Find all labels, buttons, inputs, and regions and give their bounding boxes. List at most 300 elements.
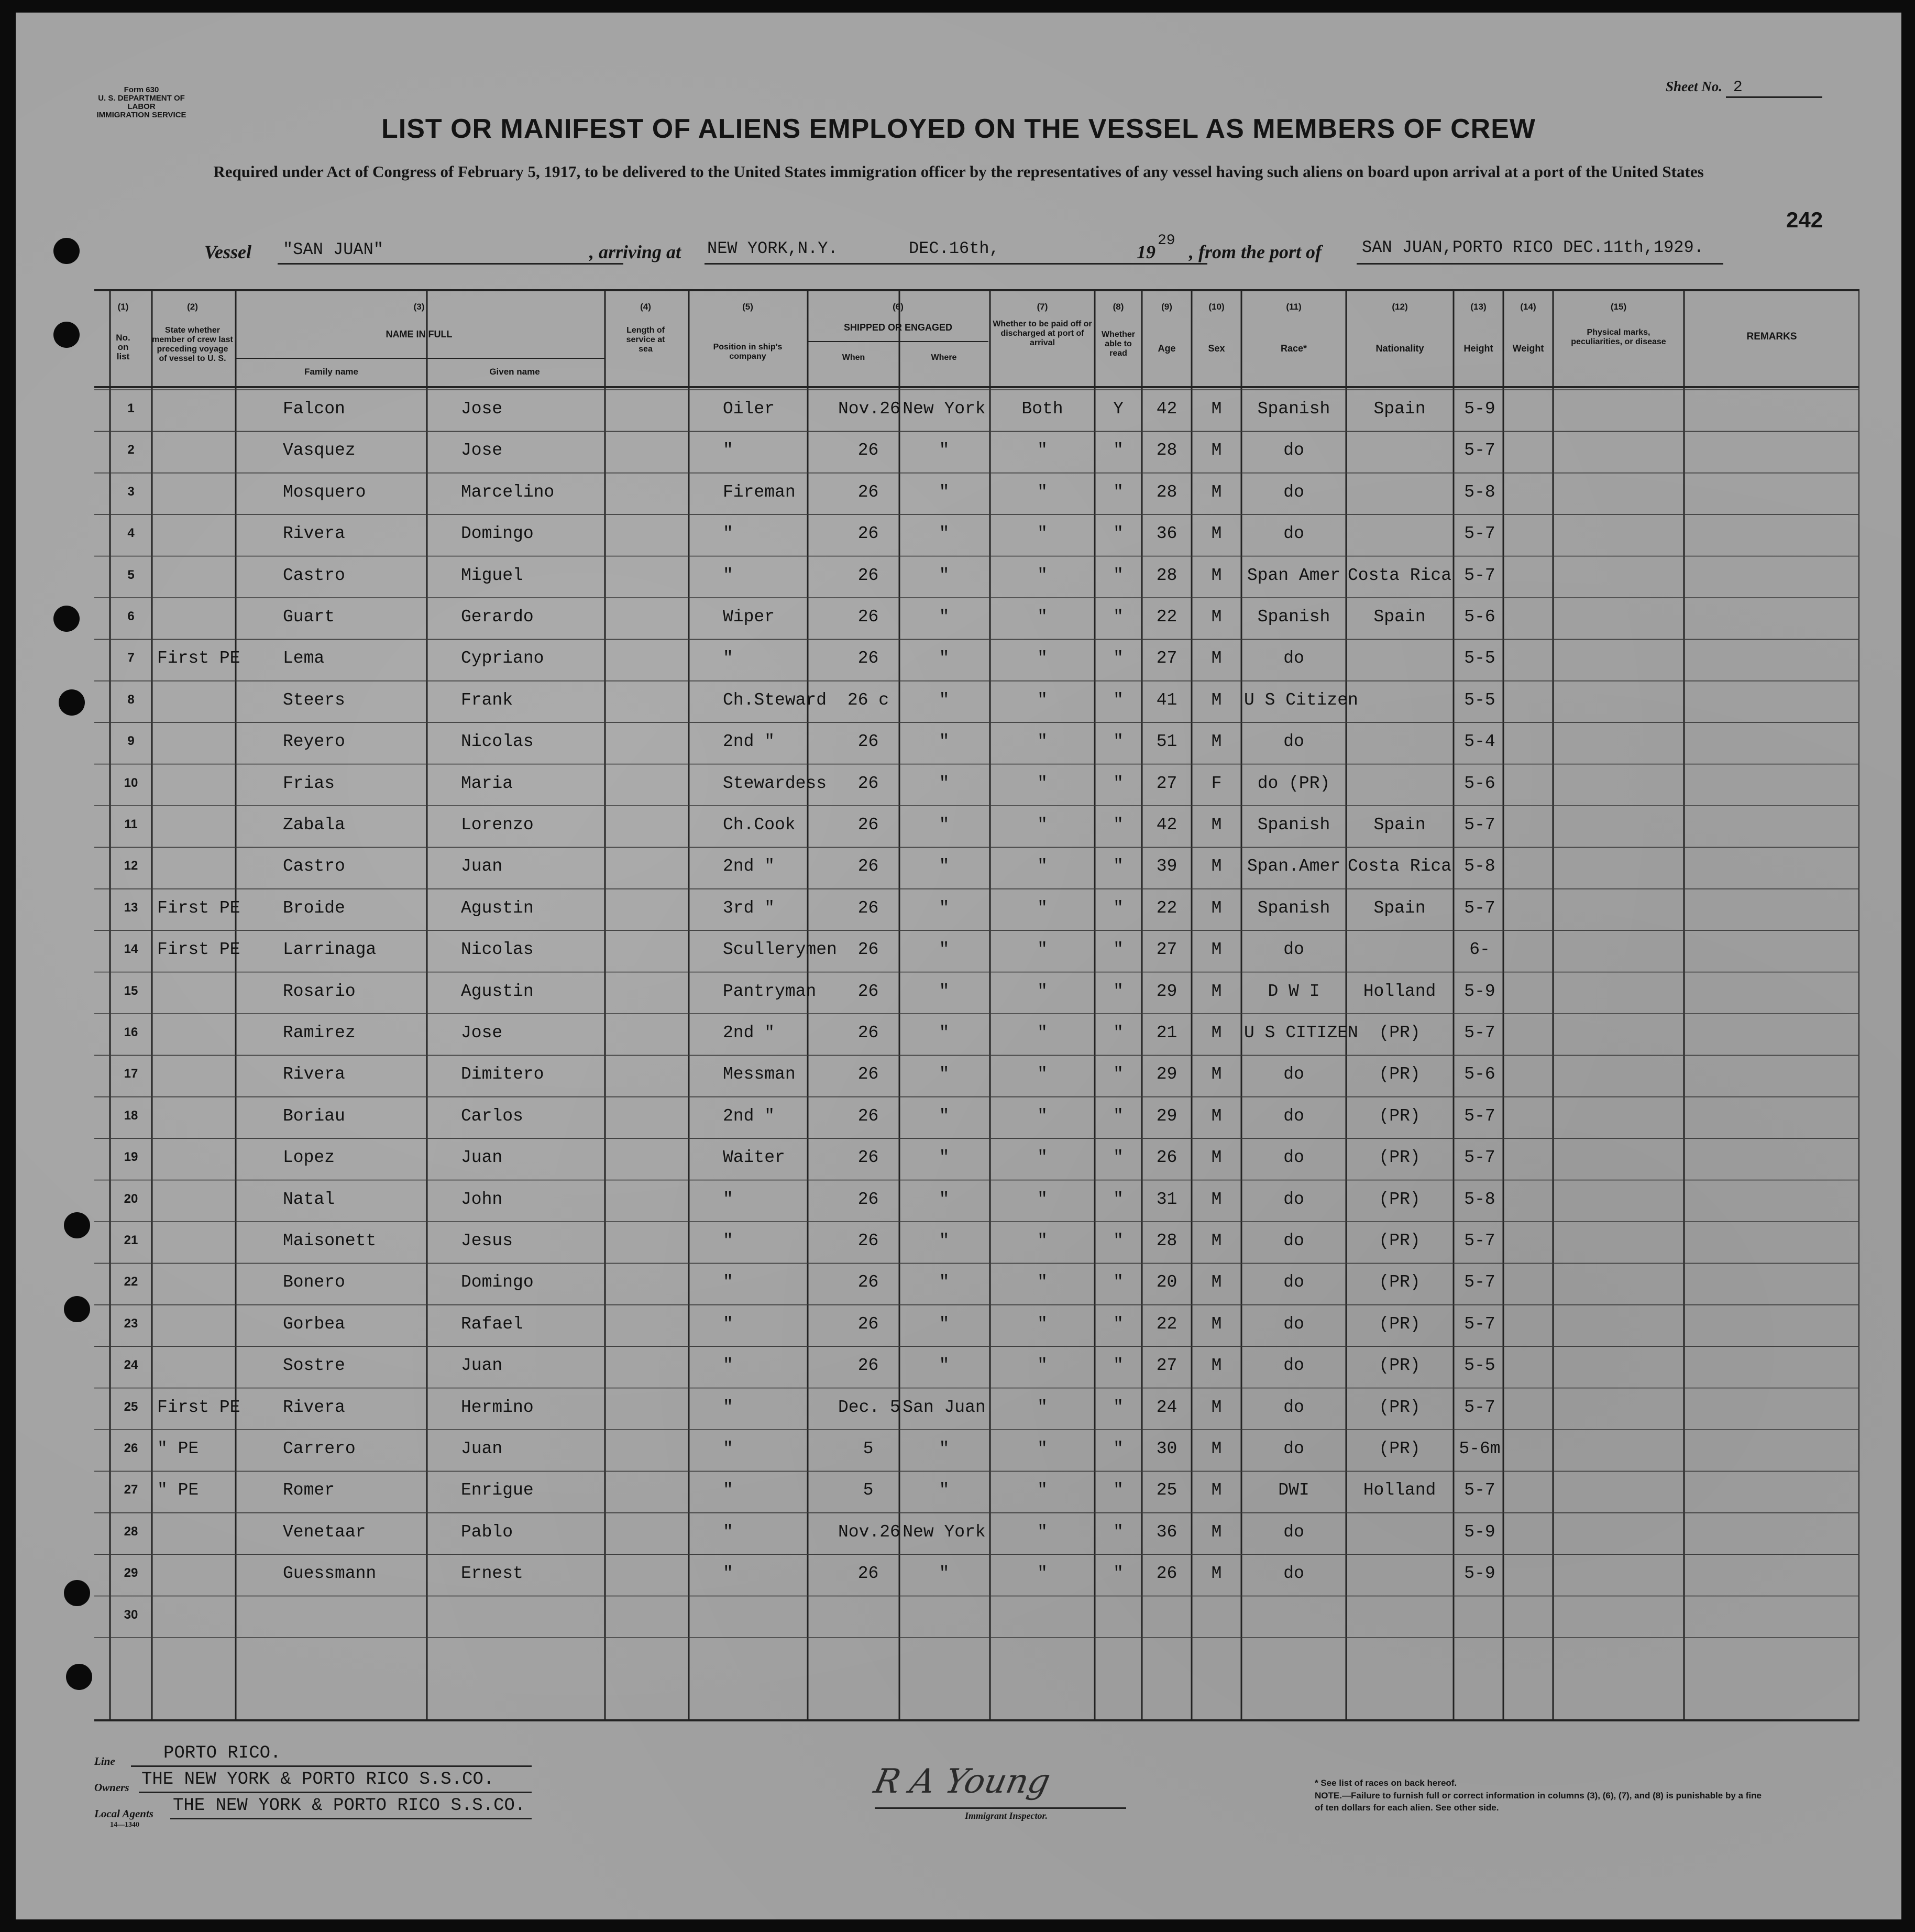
cell-state: " PE [157, 1480, 199, 1500]
cell-read: " [1113, 565, 1124, 585]
cell-sex: M [1211, 815, 1222, 835]
cell-sex: M [1211, 1064, 1222, 1084]
cell-position: " [723, 1272, 733, 1292]
cell-paid: " [1037, 649, 1048, 668]
cell-nationality: Costa Rica [1347, 565, 1452, 585]
cell-family: Boriau [283, 1106, 345, 1126]
cell-read: " [1113, 1397, 1124, 1417]
cell-race: Spanish [1257, 815, 1330, 835]
cell-height: 5-8 [1464, 1189, 1495, 1209]
cell-when: 26 [857, 482, 879, 502]
cell-age: 24 [1156, 1397, 1177, 1417]
row-number: 25 [124, 1399, 138, 1414]
year-suffix: 29 [1158, 233, 1175, 249]
inspector-label: Immigrant Inspector. [965, 1810, 1048, 1821]
cell-where: " [939, 1272, 950, 1292]
cell-position: Scullerymen [723, 940, 837, 960]
cell-family: Guart [283, 607, 335, 627]
cell-position: 2nd " [723, 857, 775, 876]
cell-family: Lema [283, 649, 325, 668]
cell-given: Hermino [461, 1397, 534, 1417]
cell-state: First PE [157, 898, 240, 918]
cell-when: 26 [857, 565, 879, 585]
row-number: 11 [124, 817, 138, 831]
cell-race: Span.Amer [1247, 857, 1341, 876]
cell-given: Juan [461, 1356, 503, 1376]
cell-position: " [723, 1522, 733, 1542]
cell-family: Lopez [283, 1148, 335, 1168]
cell-paid: " [1037, 898, 1048, 918]
cell-height: 5-5 [1464, 690, 1495, 710]
cell-position: " [723, 649, 733, 668]
line-value: PORTO RICO. [163, 1743, 281, 1763]
cell-where: New York [903, 1522, 986, 1542]
cell-where: " [939, 981, 950, 1001]
cell-position: " [723, 441, 733, 460]
row-number: 4 [127, 526, 135, 541]
inspector-signature: R A Young [871, 1762, 1054, 1801]
cell-given: Jesus [461, 1231, 513, 1250]
cell-when: 26 [857, 1314, 879, 1334]
cell-when: Nov.26 [838, 399, 900, 419]
cell-read: " [1113, 773, 1124, 793]
cell-read: " [1113, 1314, 1124, 1334]
cell-read: " [1113, 1564, 1124, 1584]
cell-race: Spanish [1257, 399, 1330, 419]
cell-where: " [939, 1564, 950, 1584]
cell-given: Nicolas [461, 732, 534, 752]
cell-read: " [1113, 1064, 1124, 1084]
col15-number: (15) [1610, 302, 1627, 312]
col11-header: Race* [1280, 343, 1307, 354]
row-number: 14 [124, 942, 138, 957]
cell-when: 26 [857, 1148, 879, 1168]
cell-paid: " [1037, 773, 1048, 793]
cell-height: 5-7 [1464, 565, 1495, 585]
cell-age: 21 [1156, 1023, 1177, 1042]
cell-age: 28 [1156, 482, 1177, 502]
col7-number: (7) [1037, 302, 1048, 312]
family-name-header: Family name [304, 367, 358, 377]
cell-paid: " [1037, 857, 1048, 876]
cell-where: " [939, 1439, 950, 1458]
cell-given: Juan [461, 857, 503, 876]
cell-height: 5-6m [1459, 1439, 1501, 1458]
cell-position: 2nd " [723, 1023, 775, 1042]
cell-family: Bonero [283, 1272, 345, 1292]
col9-header: Age [1158, 343, 1176, 354]
col1-header: No. on list [116, 333, 130, 361]
cell-family: Rivera [283, 1064, 345, 1084]
cell-read: " [1113, 1023, 1124, 1042]
cell-position: Pantryman [723, 981, 817, 1001]
cell-nationality: (PR) [1379, 1023, 1421, 1042]
cell-paid: " [1037, 1231, 1048, 1250]
cell-position: " [723, 1564, 733, 1584]
cell-height: 5-4 [1464, 732, 1495, 752]
cell-read: " [1113, 1480, 1124, 1500]
cell-when: 26 [857, 607, 879, 627]
cell-given: Jose [461, 441, 503, 460]
cell-sex: M [1211, 482, 1222, 502]
cell-when: 26 [857, 1356, 879, 1376]
cell-given: Marcelino [461, 482, 555, 502]
cell-height: 5-6 [1464, 1064, 1495, 1084]
cell-read: " [1113, 898, 1124, 918]
sheet-number-label: Sheet No. [1666, 79, 1722, 94]
cell-sex: M [1211, 565, 1222, 585]
cell-given: Dimitero [461, 1064, 544, 1084]
col6-header: SHIPPED OR ENGAGED [843, 322, 953, 333]
row-number: 24 [124, 1358, 138, 1373]
cell-nationality: Costa Rica [1347, 857, 1452, 876]
row-number: 2 [127, 443, 135, 457]
cell-paid: " [1037, 690, 1048, 710]
cell-family: Castro [283, 565, 345, 585]
cell-paid: Both [1021, 399, 1063, 419]
cell-sex: M [1211, 1023, 1222, 1042]
cell-given: Maria [461, 773, 513, 793]
cell-paid: " [1037, 981, 1048, 1001]
col8-number: (8) [1113, 302, 1124, 312]
cell-height: 5-6 [1464, 607, 1495, 627]
cell-given: Juan [461, 1148, 503, 1168]
col8-header: Whether able to read [1102, 330, 1135, 358]
cell-family: Gorbea [283, 1314, 345, 1334]
cell-given: Cypriano [461, 649, 544, 668]
service-name: IMMIGRATION SERVICE [96, 111, 186, 119]
form-code: 14—1340 [110, 1821, 139, 1829]
cell-sex: M [1211, 1564, 1222, 1584]
cell-given: Carlos [461, 1106, 523, 1126]
row-number: 16 [124, 1025, 138, 1039]
cell-position: " [723, 1397, 733, 1417]
cell-sex: M [1211, 690, 1222, 710]
cell-state: First PE [157, 940, 240, 960]
cell-height: 5-8 [1464, 857, 1495, 876]
cell-position: " [723, 565, 733, 585]
cell-paid: " [1037, 524, 1048, 544]
cell-family: Reyero [283, 732, 345, 752]
cell-given: Nicolas [461, 940, 534, 960]
cell-when: Dec. 5 [838, 1397, 900, 1417]
cell-height: 5-7 [1464, 441, 1495, 460]
cell-age: 42 [1156, 399, 1177, 419]
cell-sex: M [1211, 1397, 1222, 1417]
cell-read: " [1113, 1439, 1124, 1458]
col5-header: Position in ship's company [713, 343, 783, 361]
binder-hole [53, 322, 80, 348]
cell-family: Mosquero [283, 482, 366, 502]
cell-where: " [939, 690, 950, 710]
cell-age: 29 [1156, 1106, 1177, 1126]
row-number: 3 [127, 484, 135, 499]
cell-nationality: (PR) [1379, 1272, 1421, 1292]
cell-height: 5-5 [1464, 649, 1495, 668]
cell-age: 51 [1156, 732, 1177, 752]
cell-nationality: (PR) [1379, 1231, 1421, 1250]
cell-position: 2nd " [723, 1106, 775, 1126]
cell-given: John [461, 1189, 503, 1209]
line-label: Line [94, 1755, 115, 1768]
agents-label: Local Agents [94, 1807, 153, 1820]
cell-race: DWI [1278, 1480, 1309, 1500]
cell-position: " [723, 1480, 733, 1500]
row-number: 7 [127, 651, 135, 665]
cell-read: " [1113, 649, 1124, 668]
sheet-number-value: 2 [1726, 79, 1822, 98]
where-header: Where [931, 353, 957, 362]
cell-position: Oiler [723, 399, 775, 419]
cell-family: Rivera [283, 1397, 345, 1417]
col2-number: (2) [187, 302, 198, 312]
cell-position: Ch.Cook [723, 815, 796, 835]
cell-read: " [1113, 1189, 1124, 1209]
cell-height: 5-7 [1464, 1272, 1495, 1292]
cell-race: do [1283, 1272, 1304, 1292]
cell-given: Domingo [461, 524, 534, 544]
stamp-number: 242 [1786, 207, 1823, 232]
cell-position: 2nd " [723, 732, 775, 752]
cell-family: Ramirez [283, 1023, 356, 1042]
binder-hole [64, 1296, 90, 1322]
cell-where: " [939, 1023, 950, 1042]
vessel-line [204, 233, 1723, 268]
cell-when: 26 [857, 1064, 879, 1084]
cell-sex: M [1211, 732, 1222, 752]
cell-height: 5-9 [1464, 1564, 1495, 1584]
cell-read: " [1113, 1272, 1124, 1292]
cell-when: 26 [857, 981, 879, 1001]
department-name: U. S. DEPARTMENT OF LABOR [98, 94, 185, 111]
cell-age: 22 [1156, 607, 1177, 627]
cell-sex: M [1211, 607, 1222, 627]
col3-number: (3) [413, 302, 425, 312]
cell-sex: M [1211, 399, 1222, 419]
cell-height: 5-7 [1464, 1023, 1495, 1042]
cell-when: 26 [857, 1106, 879, 1126]
cell-family: Frias [283, 773, 335, 793]
cell-sex: M [1211, 1522, 1222, 1542]
col13-header: Height [1463, 343, 1493, 354]
cell-given: Pablo [461, 1522, 513, 1542]
row-number: 6 [127, 609, 135, 623]
col7-header: Whether to be paid off or discharged at port of arrival [993, 320, 1092, 347]
cell-race: do [1283, 1397, 1304, 1417]
cell-position: Messman [723, 1064, 796, 1084]
cell-age: 22 [1156, 898, 1177, 918]
cell-race: Span Amer [1247, 565, 1341, 585]
row-number: 19 [124, 1150, 138, 1165]
cell-position: " [723, 1189, 733, 1209]
cell-age: 39 [1156, 857, 1177, 876]
cell-when: 26 [857, 1023, 879, 1042]
cell-when: 26 [857, 1231, 879, 1250]
cell-read: " [1113, 815, 1124, 835]
remarks-header: REMARKS [1746, 331, 1797, 342]
cell-given: Agustin [461, 981, 534, 1001]
penalty-note: NOTE.—Failure to furnish full or correct information in columns (3), (6), (7), and (8) is punishable by a fine of ten dollars for each alien. See other side. [1315, 1791, 1762, 1813]
col4-header: Length of service at sea [626, 326, 665, 354]
cell-read: " [1113, 981, 1124, 1001]
cell-age: 31 [1156, 1189, 1177, 1209]
row-number: 18 [124, 1108, 138, 1123]
cell-paid: " [1037, 940, 1048, 960]
cell-height: 5-9 [1464, 1522, 1495, 1542]
cell-family: Falcon [283, 399, 345, 419]
cell-paid: " [1037, 482, 1048, 502]
col13-number: (13) [1470, 302, 1487, 312]
arriving-port: NEW YORK,N.Y. [707, 239, 838, 258]
cell-position: " [723, 1439, 733, 1458]
cell-paid: " [1037, 1023, 1048, 1042]
cell-height: 5-7 [1464, 898, 1495, 918]
cell-when: 26 [857, 940, 879, 960]
cell-sex: F [1211, 773, 1222, 793]
row-number: 28 [124, 1524, 138, 1539]
cell-sex: M [1211, 1480, 1222, 1500]
cell-given: Jose [461, 1023, 503, 1042]
cell-age: 27 [1156, 649, 1177, 668]
cell-nationality: Spain [1373, 399, 1426, 419]
cell-age: 30 [1156, 1439, 1177, 1458]
cell-sex: M [1211, 1106, 1222, 1126]
cell-sex: M [1211, 1439, 1222, 1458]
cell-given: Agustin [461, 898, 534, 918]
cell-nationality: (PR) [1379, 1314, 1421, 1334]
col14-header: Weight [1512, 343, 1544, 354]
cell-when: 5 [863, 1480, 874, 1500]
cell-where: " [939, 482, 950, 502]
row-number: 5 [127, 567, 135, 582]
col11-number: (11) [1286, 302, 1302, 312]
cell-where: " [939, 1231, 950, 1250]
cell-height: 5-7 [1464, 815, 1495, 835]
cell-paid: " [1037, 1064, 1048, 1084]
cell-given: Miguel [461, 565, 523, 585]
cell-height: 5-7 [1464, 1106, 1495, 1126]
cell-height: 5-7 [1464, 1397, 1495, 1417]
cell-where: " [939, 1356, 950, 1376]
cell-age: 26 [1156, 1564, 1177, 1584]
cell-family: Broide [283, 898, 345, 918]
cell-race: do [1283, 524, 1304, 544]
cell-family: Castro [283, 857, 345, 876]
cell-family: Guessmann [283, 1564, 377, 1584]
cell-race: do [1283, 1439, 1304, 1458]
cell-read: " [1113, 441, 1124, 460]
cell-race: do [1283, 441, 1304, 460]
cell-when: 26 [857, 857, 879, 876]
cell-given: Enrigue [461, 1480, 534, 1500]
cell-height: 5-5 [1464, 1356, 1495, 1376]
col2-header: State whether member of crew last preceding voyage of vessel to U. S. [152, 326, 233, 363]
cell-age: 29 [1156, 981, 1177, 1001]
cell-family: Maisonett [283, 1231, 377, 1250]
cell-age: 28 [1156, 565, 1177, 585]
cell-sex: M [1211, 940, 1222, 960]
cell-position: " [723, 1231, 733, 1250]
cell-nationality: (PR) [1379, 1189, 1421, 1209]
row-number: 26 [124, 1441, 138, 1455]
row-number: 30 [124, 1607, 138, 1622]
cell-where: " [939, 1106, 950, 1126]
cell-when: 26 [857, 1564, 879, 1584]
cell-state: " PE [157, 1439, 199, 1458]
cell-nationality: (PR) [1379, 1439, 1421, 1458]
cell-paid: " [1037, 1314, 1048, 1334]
cell-race: do [1283, 1564, 1304, 1584]
cell-family: Larrinaga [283, 940, 377, 960]
cell-given: Lorenzo [461, 815, 534, 835]
cell-race: U S CITIZEN [1244, 1023, 1358, 1042]
cell-race: do [1283, 940, 1304, 960]
cell-when: 26 [857, 898, 879, 918]
cell-height: 5-7 [1464, 524, 1495, 544]
cell-position: Waiter [723, 1148, 785, 1168]
cell-age: 25 [1156, 1480, 1177, 1500]
cell-height: 5-7 [1464, 1148, 1495, 1168]
cell-state: First PE [157, 1397, 240, 1417]
cell-where: " [939, 1314, 950, 1334]
binder-hole [53, 606, 80, 632]
form-number: Form 630 [124, 85, 159, 94]
cell-race: do [1283, 1231, 1304, 1250]
cell-height: 5-8 [1464, 482, 1495, 502]
cell-age: 41 [1156, 690, 1177, 710]
cell-where: " [939, 857, 950, 876]
col14-number: (14) [1520, 302, 1536, 312]
cell-sex: M [1211, 1272, 1222, 1292]
binder-hole [53, 238, 80, 264]
cell-sex: M [1211, 1148, 1222, 1168]
cell-paid: " [1037, 1397, 1048, 1417]
cell-height: 5-9 [1464, 981, 1495, 1001]
cell-when: 26 [857, 524, 879, 544]
row-number: 27 [124, 1483, 138, 1497]
cell-nationality: (PR) [1379, 1356, 1421, 1376]
cell-given: Domingo [461, 1272, 534, 1292]
arriving-label: , arriving at [589, 242, 681, 262]
cell-where: " [939, 1064, 950, 1084]
col12-header: Nationality [1375, 343, 1424, 354]
cell-family: Rivera [283, 524, 345, 544]
cell-nationality: (PR) [1379, 1148, 1421, 1168]
cell-sex: M [1211, 1314, 1222, 1334]
when-header: When [842, 353, 865, 362]
cell-when: 26 [857, 441, 879, 460]
cell-age: 27 [1156, 773, 1177, 793]
given-name-header: Given name [489, 367, 540, 377]
cell-read: " [1113, 732, 1124, 752]
cell-nationality: Spain [1373, 898, 1426, 918]
cell-paid: " [1037, 565, 1048, 585]
cell-when: 26 [857, 732, 879, 752]
cell-age: 36 [1156, 1522, 1177, 1542]
binder-hole [66, 1664, 92, 1690]
cell-where: " [939, 565, 950, 585]
owners-value: THE NEW YORK & PORTO RICO S.S.CO. [141, 1770, 494, 1790]
cell-where: New York [903, 399, 986, 419]
cell-family: Zabala [283, 815, 345, 835]
races-note: * See list of races on back hereof. [1315, 1778, 1457, 1788]
cell-paid: " [1037, 815, 1048, 835]
cell-read: " [1113, 690, 1124, 710]
page-title: LIST OR MANIFEST OF ALIENS EMPLOYED ON THE VESSEL AS MEMBERS OF CREW [381, 114, 1536, 144]
cell-nationality: Holland [1363, 1480, 1436, 1500]
cell-nationality: Holland [1363, 981, 1436, 1001]
cell-read: " [1113, 1356, 1124, 1376]
